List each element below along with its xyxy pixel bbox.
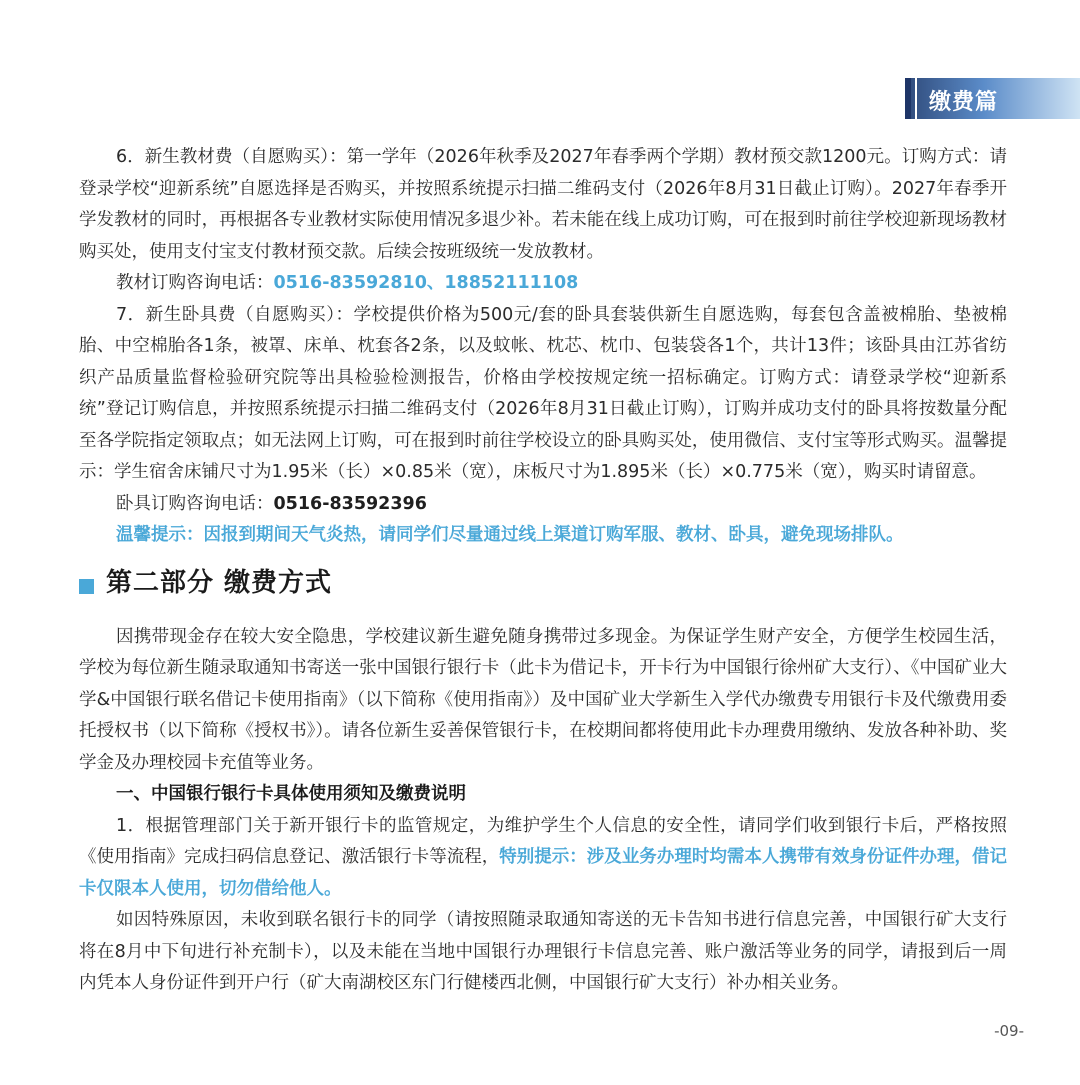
section-heading [79,562,1007,616]
heading-square-icon [79,579,94,594]
paragraph-payment-intro: 因携带现金存在较大安全隐患，学校建议新生避免随身携带过多现金。为保证学生财产安全，方便学生校园生活，学校为每位新生随录取通知书寄送一张中国银行银行卡（此卡为借记卡，开卡行为中国银行徐州矿大支行）、《中国矿业大学&中国银行联名借记卡使用指南》（以下简称《使用指南》）及中国矿业大学新生入学代办缴费专用银行卡及代缴费用委托授权书（以下简称《授权书》）。请各位新生妥善保管银行卡，在校期间都将使用此卡办理费用缴纳、发放各种补助、奖学金及办理校园卡充值等业务。 [79,626,1007,773]
page-number: -09- [994,1022,1024,1040]
warm-tip: 温馨提示：因报到期间天气炎热，请同学们尽量通过线上渠道订购军服、教材、卧具，避免现场排队。 [116,525,904,545]
paragraph-textbook-fee: 6．新生教材费（自愿购买）：第一学年（2026年秋季及2027年春季两个学期）教材预交款1200元。订购方式：请登录学校“迎新系统”自愿选择是否购买，并按照系统提示扫描二维码支付（2026年8月31日截止订购）。2027年春季开学发教材的同时，再根据各专业教材实际使用情况多退少补。若未能在线上成功订购，可在报到时前往学校迎新现场教材购买处，使用支付宝支付教材预交款。后续会按班级统一发放教材。 [79,147,1007,262]
card-item1-text: 1．根据管理部门关于新开银行卡的监管规定，为维护学生个人信息的安全性，请同学们收到银行卡后，严格按照《使用指南》完成扫码信息登记、激活银行卡等流程， [79,815,1007,867]
page-body [79,142,1007,1000]
bedding-contact-phone: 0516-83592396 [273,493,427,514]
paragraph-card-item1 [79,811,1007,906]
bedding-contact [79,489,1007,521]
subheading-bank-card: 一、中国银行银行卡具体使用须知及缴费说明 [116,784,466,804]
textbook-contact [79,268,1007,300]
section-title: 第二部分 缴费方式 [106,567,333,598]
textbook-contact-phone: 0516-83592810、18852111108 [273,273,579,293]
tab-accent-bar [905,78,911,119]
card-item1-highlight: 特别提示：涉及业务办理时均需本人携带有效身份证件办理，借记卡仅限本人使用，切勿借给他人。 [79,847,1008,899]
textbook-contact-label: 教材订购咨询电话： [116,273,274,293]
tab-label: 缴费篇 [929,90,999,115]
tab-divider [915,78,917,119]
paragraph-bedding-fee: 7．新生卧具费（自愿购买）：学校提供价格为500元/套的卧具套装供新生自愿选购，每套包含盖被棉胎、垫被棉胎、中空棉胎各1条，被罩、床单、枕套各2条，以及蚊帐、枕芯、枕巾、包装袋各1个，共计13件；该卧具由江苏省纺织产品质量监督检验研究院等出具检验检测报告，价格由学校按规定统一招标确定。订购方式：请登录学校“迎新系统”登记订购信息，并按照系统提示扫描二维码支付（2026年8月31日截止订购），订购并成功支付的卧具将按数量分配至各学院指定领取点；如无法网上订购，可在报到时前往学校设立的卧具购买处，使用微信、支付宝等形式购买。温馨提示：学生宿舍床铺尺寸为1.95米（长）×0.85米（宽），床板尺寸为1.895米（长）×0.775米（宽），购买时请留意。 [79,304,1007,482]
paragraph-card-item2: 如因特殊原因，未收到联名银行卡的同学（请按照随录取通知寄送的无卡告知书进行信息完善，中国银行矿大支行将在8月中下旬进行补充制卡），以及未能在当地中国银行办理银行卡信息完善、账户激活等业务的同学，请报到后一周内凭本人身份证件到开户行（矿大南湖校区东门行健楼西北侧，中国银行矿大支行）补办相关业务。 [79,910,1007,993]
section-tab [905,78,1080,119]
bedding-contact-label: 卧具订购咨询电话： [116,493,274,514]
